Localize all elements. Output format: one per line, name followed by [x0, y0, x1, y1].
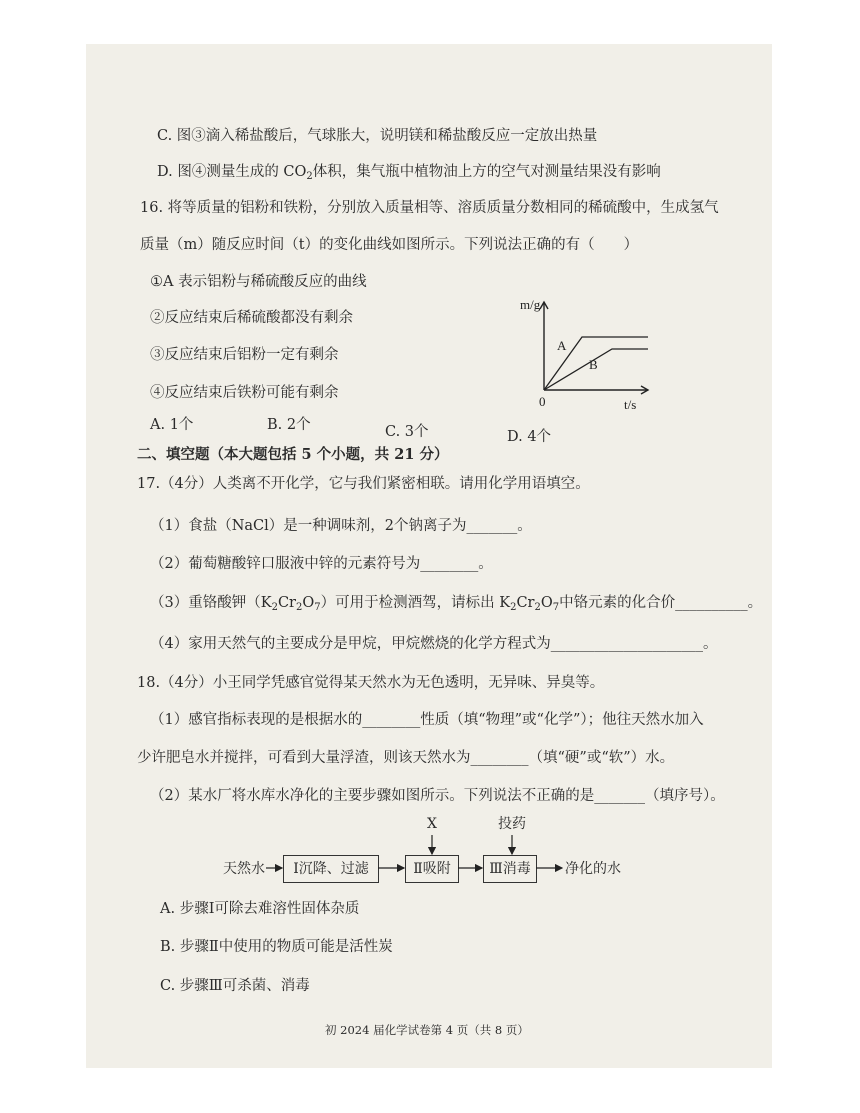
flow-arrows	[260, 830, 570, 890]
page-footer: 初 2024 届化学试卷第 4 页（共 8 页）	[325, 1023, 529, 1037]
flow-output: 净化的水	[565, 861, 621, 877]
q17-part-3: （3）重铬酸钾$(K_2Cr_2O_7)$可用于检测酒驾，请标出 $K_2Cr_2O_7$中铬元素的化合价__________。	[150, 595, 763, 613]
graph-curve-b-label: B	[589, 357, 598, 372]
q18-option-c: C. 步骤Ⅲ可杀菌、消毒	[160, 978, 310, 994]
flow-step-2: Ⅱ吸附	[405, 855, 459, 883]
flow-drug-label: 投药	[498, 816, 526, 832]
q16-stem-line1: 16. 将等质量的铝粉和铁粉，分别放入质量相等、溶质质量分数相同的稀硫酸中，生成氢气	[140, 200, 719, 216]
flow-input: 天然水	[223, 861, 265, 877]
q18-option-a: A. 步骤Ⅰ可除去难溶性固体杂质	[160, 901, 360, 917]
graph-y-label: m/g	[520, 297, 541, 312]
q18-part-2: （2）某水厂将水库水净化的主要步骤如图所示。下列说法不正确的是_______（填序号）。	[150, 788, 725, 804]
q18-stem: 18.（4分）小王同学凭感官觉得某天然水为无色透明，无异味、异臭等。	[137, 675, 605, 691]
q18-option-b: B. 步骤Ⅱ中使用的物质可能是活性炭	[160, 939, 393, 955]
q16-option-c: C. 3个	[385, 424, 429, 440]
q16-option-b: B. 2个	[267, 417, 311, 433]
q16-option-d: D. 4个	[507, 429, 552, 445]
q17-stem: 17.（4分）人类离不开化学，它与我们紧密相联。请用化学用语填空。	[137, 476, 590, 492]
graph-x-label: t/s	[624, 397, 637, 412]
q15-option-d: D. 图④测量生成的 $CO_2$体积，集气瓶中植物油上方的空气对测量结果没有影响	[157, 164, 661, 182]
graph-origin: 0	[539, 394, 546, 409]
k2cr2o7-formula: $_2Cr_2O_7$	[510, 595, 560, 613]
q16-statement-4: ④反应结束后铁粉可能有剩余	[150, 385, 339, 401]
q17-part-4: （4）家用天然气的主要成分是甲烷，甲烷燃烧的化学方程式为_____________________。	[150, 636, 718, 652]
q16-statement-3: ③反应结束后铝粉一定有剩余	[150, 347, 339, 363]
flow-step-1: Ⅰ沉降、过滤	[283, 855, 379, 883]
q16-option-a: A. 1个	[150, 417, 194, 433]
flow-step-3: Ⅲ消毒	[483, 855, 537, 883]
graph-curve-a-label: A	[557, 338, 567, 353]
q18-part-1a: （1）感官指标表现的是根据水的________性质（填“物理”或“化学”）；他往天然水加入	[150, 712, 704, 728]
q16-stem-line2: 质量（m）随反应时间（t）的变化曲线如图所示。下列说法正确的有（ ）	[140, 237, 639, 253]
section-heading: 二、填空题（本大题包括 5 个小题，共 21 分）	[137, 446, 449, 463]
q17-part-1: （1）食盐（NaCl）是一种调味剂，2个钠离子为_______。	[150, 518, 532, 534]
q16-graph	[500, 285, 700, 420]
q16-statement-1: ①A 表示铝粉与稀硫酸反应的曲线	[150, 274, 367, 290]
q16-statement-2: ②反应结束后稀硫酸都没有剩余	[150, 310, 353, 326]
q15-option-c: C. 图③滴入稀盐酸后，气球胀大，说明镁和稀盐酸反应一定放出热量	[157, 128, 598, 144]
q18-part-1b: 少许肥皂水并搅拌，可看到大量浮渣，则该天然水为________（填“硬”或“软”）水。	[137, 750, 675, 766]
flow-x-label: X	[427, 816, 437, 832]
q17-part-2: （2）葡萄糖酸锌口服液中锌的元素符号为________。	[150, 556, 493, 572]
